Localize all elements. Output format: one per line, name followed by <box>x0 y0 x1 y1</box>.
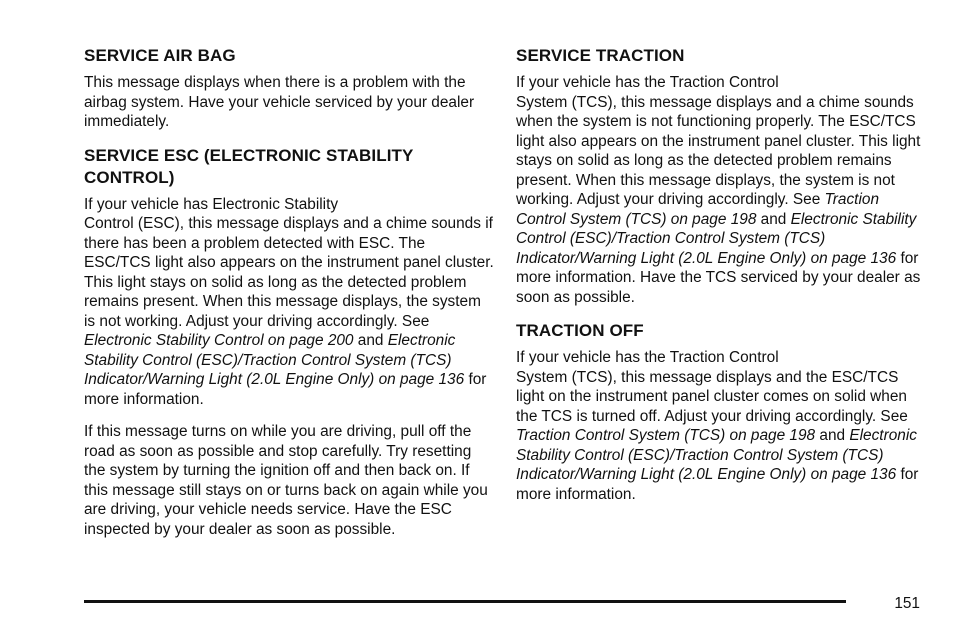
service-esc-text-line1: If your vehicle has Electronic Stability <box>84 195 339 213</box>
service-esc-text: Control (ESC), this message displays and a chime sounds if there has been a problem detected with ESC. The ESC/TCS light also appears on the instrument panel cluster. This light stays on solid as long as the detected problem remains present. When this message displays, the system is not working. Adjust your driving accordingly. See <box>84 215 494 330</box>
right-column <box>516 45 926 517</box>
tcs-reference-link[interactable]: Traction Control System (TCS) on page 198 <box>516 427 816 444</box>
service-esc-driving-text: If this message turns on while you are driving, pull off the road as soon as possible and stop carefully. Try resetting the system by turning the ignition off and then back on. If this message still stays on or turns back on again while you are driving, your vehicle needs service. Have the ESC inspected by your dealer as soon as possible. <box>84 423 488 538</box>
service-traction-text-line1: If your vehicle has the Traction Control <box>516 74 779 91</box>
heading-service-esc: SERVICE ESC (ELECTRONIC STABILITY CONTROL) <box>84 145 414 187</box>
tcs-reference-link[interactable]: Traction Control System (TCS) on page 198 <box>516 191 879 228</box>
service-esc-paragraph <box>84 195 494 410</box>
more-info-text: for more information. <box>516 466 919 503</box>
traction-off-text-line1: If your vehicle has the Traction Control <box>516 349 779 366</box>
esc-tcs-light-reference-link[interactable]: Electronic Stability Control (ESC)/Traction Control System (TCS) Indicator/Warning Light (2.0L Engine Only) on page 136 <box>516 427 917 483</box>
more-info-text: for more information. <box>84 371 487 408</box>
left-column <box>84 45 494 552</box>
traction-off-paragraph <box>516 348 926 504</box>
page-number: 151 <box>894 595 920 612</box>
heading-service-air-bag: SERVICE AIR BAG <box>84 46 236 65</box>
esc-tcs-light-reference-link[interactable]: Electronic Stability Control (ESC)/Traction Control System (TCS) Indicator/Warning Light (2.0L Engine Only) on page 136 <box>84 332 465 388</box>
traction-off-text: System (TCS), this message displays and the ESC/TCS light on the instrument panel cluster comes on solid when the TCS is turned off. Adjust your driving accordingly. See <box>516 368 908 425</box>
and-text: and <box>357 332 384 349</box>
service-air-bag-text: This message displays when there is a problem with the airbag system. Have your vehicle serviced by your dealer immediately. <box>84 74 475 130</box>
and-text: and <box>819 427 846 444</box>
esc-tcs-light-reference-link[interactable]: Electronic Stability Control (ESC)/Traction Control System (TCS) Indicator/Warning Light (2.0L Engine Only) on page 136 <box>516 210 917 267</box>
service-traction-paragraph <box>516 73 926 307</box>
and-text: and <box>760 210 787 228</box>
service-traction-text: System (TCS), this message displays and a chime sounds when the system is not functioning properly. The ESC/TCS light also appears on the instrument panel cluster. This light stays on solid as long as the detected problem remains present. When this message displays, the system is not working. Adjust your driving accordingly. See <box>516 93 921 208</box>
heading-traction-off: TRACTION OFF <box>516 321 644 340</box>
esc-reference-link[interactable]: Electronic Stability Control on page 200 <box>84 332 354 349</box>
heading-service-traction: SERVICE TRACTION <box>516 46 685 65</box>
more-info-text: for more information. Have the TCS serviced by your dealer as soon as possible. <box>516 249 921 306</box>
footer-rule <box>84 600 846 603</box>
